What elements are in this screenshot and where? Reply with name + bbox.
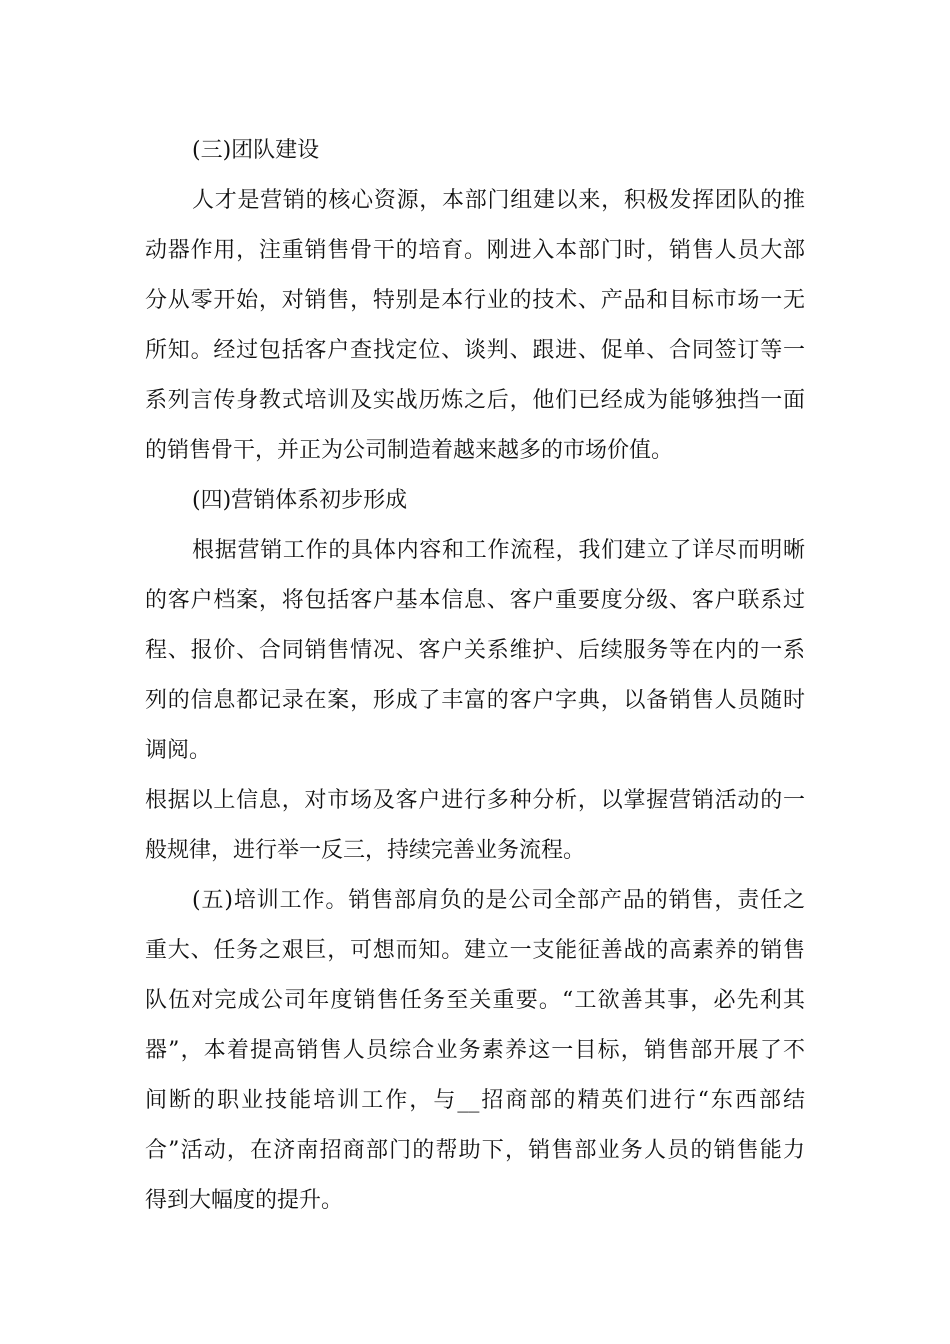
- paragraph-line: 系列言传身教式培训及实战历炼之后，他们已经成为能够独挡一面: [145, 388, 805, 413]
- paragraph-line: 重大、任务之艰巨，可想而知。建立一支能征善战的高素养的销售: [145, 938, 805, 963]
- paragraph-line: 所知。经过包括客户查找定位、谈判、跟进、促单、合同签订等一: [145, 338, 805, 363]
- paragraph-line: (五)培训工作。销售部肩负的是公司全部产品的销售，责任之: [192, 888, 805, 913]
- section-heading-3: (三)团队建设: [192, 138, 320, 163]
- paragraph-line: 根据营销工作的具体内容和工作流程，我们建立了详尽而明晰: [192, 538, 805, 563]
- paragraph-line: 得到大幅度的提升。: [145, 1188, 344, 1213]
- paragraph-line: 分从零开始，对销售，特别是本行业的技术、产品和目标市场一无: [145, 288, 805, 313]
- paragraph-line: 程、报价、合同销售情况、客户关系维护、后续服务等在内的一系: [145, 638, 805, 663]
- paragraph-line: 器”，本着提高销售人员综合业务素养这一目标，销售部开展了不: [145, 1038, 805, 1063]
- paragraph-line: 根据以上信息，对市场及客户进行多种分析，以掌握营销活动的一: [145, 788, 805, 813]
- paragraph-line: 列的信息都记录在案，形成了丰富的客户字典，以备销售人员随时: [145, 688, 805, 713]
- paragraph-line: 队伍对完成公司年度销售任务至关重要。“工欲善其事，必先利其: [145, 988, 805, 1013]
- paragraph-line: 的销售骨干，并正为公司制造着越来越多的市场价值。: [145, 438, 674, 463]
- paragraph-line: 般规律，进行举一反三，持续完善业务流程。: [145, 838, 586, 863]
- paragraph-line: 调阅。: [145, 738, 212, 763]
- section-heading-4: (四)营销体系初步形成: [192, 488, 408, 513]
- paragraph-line: 合”活动，在济南招商部门的帮助下，销售部业务人员的销售能力: [145, 1138, 805, 1163]
- paragraph-line: 的客户档案，将包括客户基本信息、客户重要度分级、客户联系过: [145, 588, 805, 613]
- paragraph-line: 动器作用，注重销售骨干的培育。刚进入本部门时，销售人员大部: [145, 238, 805, 263]
- paragraph-line: 人才是营销的核心资源，本部门组建以来，积极发挥团队的推: [192, 188, 805, 213]
- paragraph-line: 间断的职业技能培训工作，与__招商部的精英们进行“东西部结: [145, 1088, 805, 1113]
